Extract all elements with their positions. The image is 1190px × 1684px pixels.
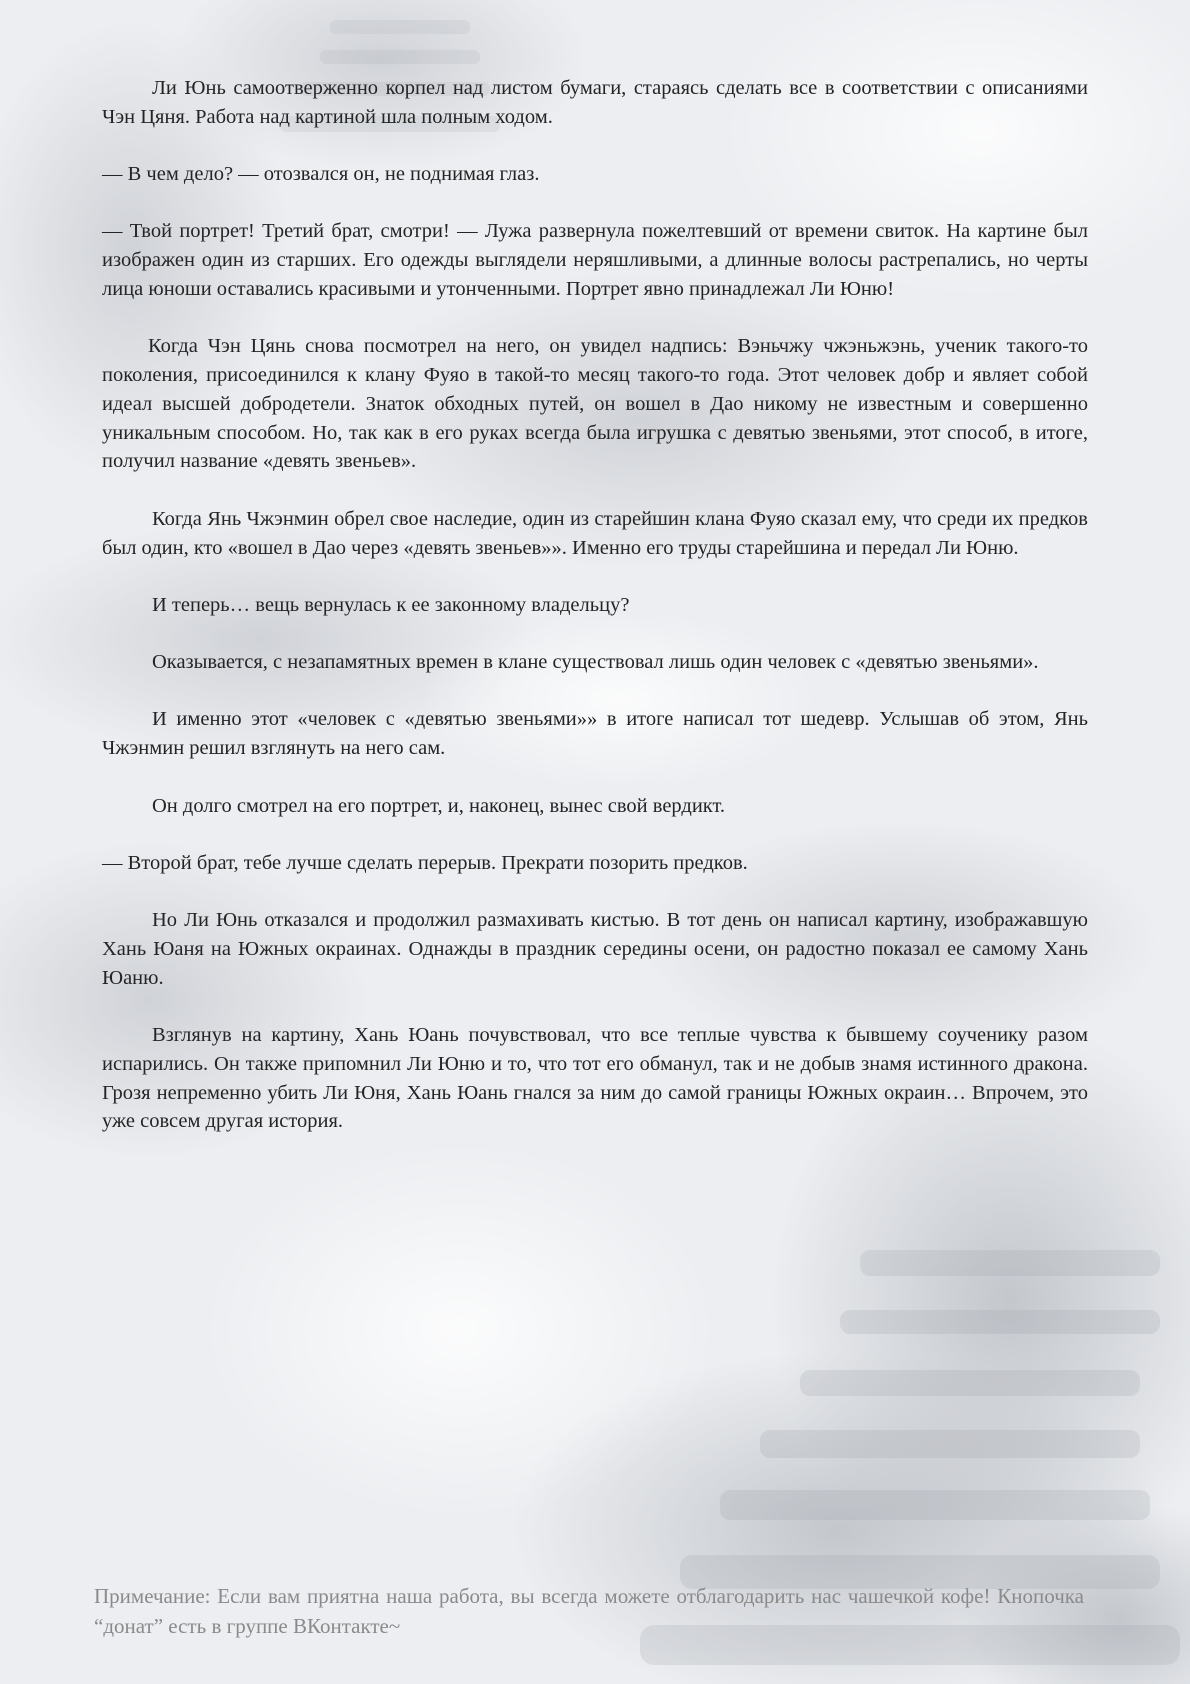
- paragraph: — В чем дело? — отозвался он, не поднимая глаз.: [102, 163, 540, 186]
- paragraph: Когда Янь Чжэнмин обрел свое наследие, один из старейшин клана Фуяо сказал ему, что среди их предков был один, кто «вошел в Дао через «девять звеньев»». Именно его труды старейшина и передал Ли Юню.: [102, 507, 1088, 559]
- paragraph: — Второй брат, тебе лучше сделать перерыв. Прекрати позорить предков.: [102, 851, 748, 874]
- translator-footnote: Примечание: Если вам приятна наша работа, вы всегда можете отблагодарить нас чашечкой кофе! Кнопочка “донат” есть в группе ВКонтакте~: [94, 1584, 1084, 1638]
- page-body: [102, 74, 1088, 1165]
- paragraph: Оказывается, с незапамятных времен в клане существовал лишь один человек с «девятью звеньями».: [152, 651, 1039, 674]
- paragraph: — Твой портрет! Третий брат, смотри! — Лужа развернула пожелтевший от времени свиток. На картине был изображен один из старших. Его одежды выглядели неряшливыми, а длинные волосы растрепались, но черты лица юноши оставались красивыми и утонченными. Портрет явно принадлежал Ли Юню!: [102, 220, 1088, 300]
- paragraph: Но Ли Юнь отказался и продолжил размахивать кистью. В тот день он написал картину, изображавшую Хань Юаня на Южных окраинах. Однажды в праздник середины осени, он радостно показал ее самому Хань Юаню.: [102, 909, 1088, 989]
- paragraph: И именно этот «человек с «девятью звеньями»» в итоге написал тот шедевр. Услышав об этом, Янь Чжэнмин решил взглянуть на него сам.: [102, 708, 1088, 760]
- paragraph: Ли Юнь самоотверженно корпел над листом бумаги, стараясь сделать все в соответствии с описаниями Чэн Цяня. Работа над картиной шла полным ходом.: [102, 77, 1088, 128]
- paragraph: Взглянув на картину, Хань Юань почувствовал, что все теплые чувства к бывшему соученику разом испарились. Он также припомнил Ли Юню и то, что тот его обманул, так и не добыв знамя истинного дракона. Грозя непременно убить Ли Юня, Хань Юань гнался за ним до самой границы Южных окраин… Впрочем, это уже совсем другая история.: [102, 1024, 1088, 1133]
- paragraph: И теперь… вещь вернулась к ее законному владельцу?: [152, 593, 630, 616]
- paragraph: Когда Чэн Цянь снова посмотрел на него, он увидел надпись: Вэньчжу чжэньжэнь, ученик такого-то поколения, присоединился к клану Фуяо в такой-то месяц такого-то года. Этот человек добр и являет собой идеал высшей добродетели. Знаток обходных путей, он вошел в Дао никому не известным и совершенно уникальным способом. Но, так как в его руках всегда была игрушка с девятью звеньями, этот способ, в итоге, получил название «девять звеньев».: [102, 335, 1088, 473]
- paragraph: Он долго смотрел на его портрет, и, наконец, вынес свой вердикт.: [152, 794, 726, 817]
